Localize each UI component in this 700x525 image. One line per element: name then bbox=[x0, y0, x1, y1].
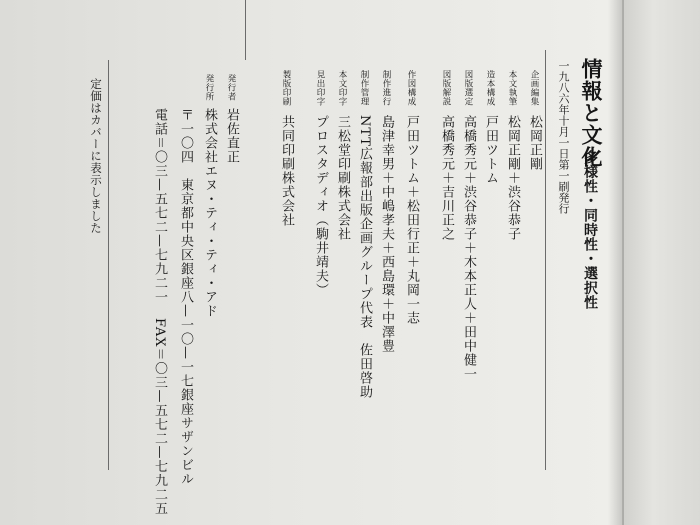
credit-names: 松岡正剛＋渋谷恭子 bbox=[505, 115, 520, 241]
adjacent-page-edge bbox=[622, 0, 700, 525]
publisher-name: 岩佐直正 bbox=[224, 108, 239, 164]
credit-label: 作図構成 bbox=[406, 70, 416, 106]
credit-label: 見出印字 bbox=[315, 70, 325, 106]
footer-divider bbox=[108, 60, 109, 470]
credit-names: 高橋秀元＋渋谷恭子＋木本正人＋田中健一 bbox=[461, 115, 476, 381]
title-divider bbox=[545, 50, 546, 470]
price-note: 定価はカバーに表示しました bbox=[89, 78, 103, 234]
credit-label: 造本構成 bbox=[485, 70, 495, 106]
publication-date: 一九八六年十月一日第一刷発行 bbox=[557, 60, 570, 214]
book-title: 情報と文化 bbox=[579, 58, 604, 168]
credit-label: 本文印字 bbox=[337, 70, 347, 106]
credit-label: 制作管理 bbox=[359, 70, 369, 106]
credit-names: 共同印刷株式会社 bbox=[279, 115, 294, 227]
credit-label: 製版印刷 bbox=[281, 70, 291, 106]
publisher-address: 〒一〇四 東京都中央区銀座八—一〇—一七銀座サザンビル bbox=[178, 108, 193, 486]
office-label: 発行所 bbox=[204, 74, 214, 101]
credit-label: 図版選定 bbox=[463, 70, 473, 106]
binding-shadow bbox=[608, 0, 624, 525]
credit-names: 戸田ツトム bbox=[483, 115, 498, 185]
credit-label: 企画編集 bbox=[529, 70, 539, 106]
publisher-company: 株式会社エヌ・ティ・ティ・アド bbox=[202, 108, 217, 318]
credit-label: 図版解説 bbox=[441, 70, 451, 106]
credit-label: 制作進行 bbox=[381, 70, 391, 106]
credit-names: NTT広報部出版企画グループ代表 佐田啓助 bbox=[357, 115, 372, 399]
publisher-phone: 電話＝〇三—五七二—七九二一 FAX＝〇三—五七二—七九二五 bbox=[152, 108, 167, 516]
credit-names: プロスタディオ（駒井靖夫） bbox=[313, 115, 328, 297]
credit-names: 島津幸男＋中嶋孝夫＋西島環＋中澤豊 bbox=[379, 115, 394, 353]
credit-names: 松岡正剛 bbox=[527, 115, 542, 171]
credit-names: 高橋秀元＋吉川正之 bbox=[439, 115, 454, 241]
credit-label: 本文執筆 bbox=[507, 70, 517, 106]
credit-names: 戸田ツトム＋松田行正＋丸岡一志 bbox=[404, 115, 419, 325]
credit-names: 三松堂印刷株式会社 bbox=[335, 115, 350, 241]
credits-divider bbox=[245, 0, 246, 60]
publisher-label: 発行者 bbox=[226, 74, 236, 101]
book-subtitle: 多様性・同時性・選択性 bbox=[582, 150, 598, 310]
